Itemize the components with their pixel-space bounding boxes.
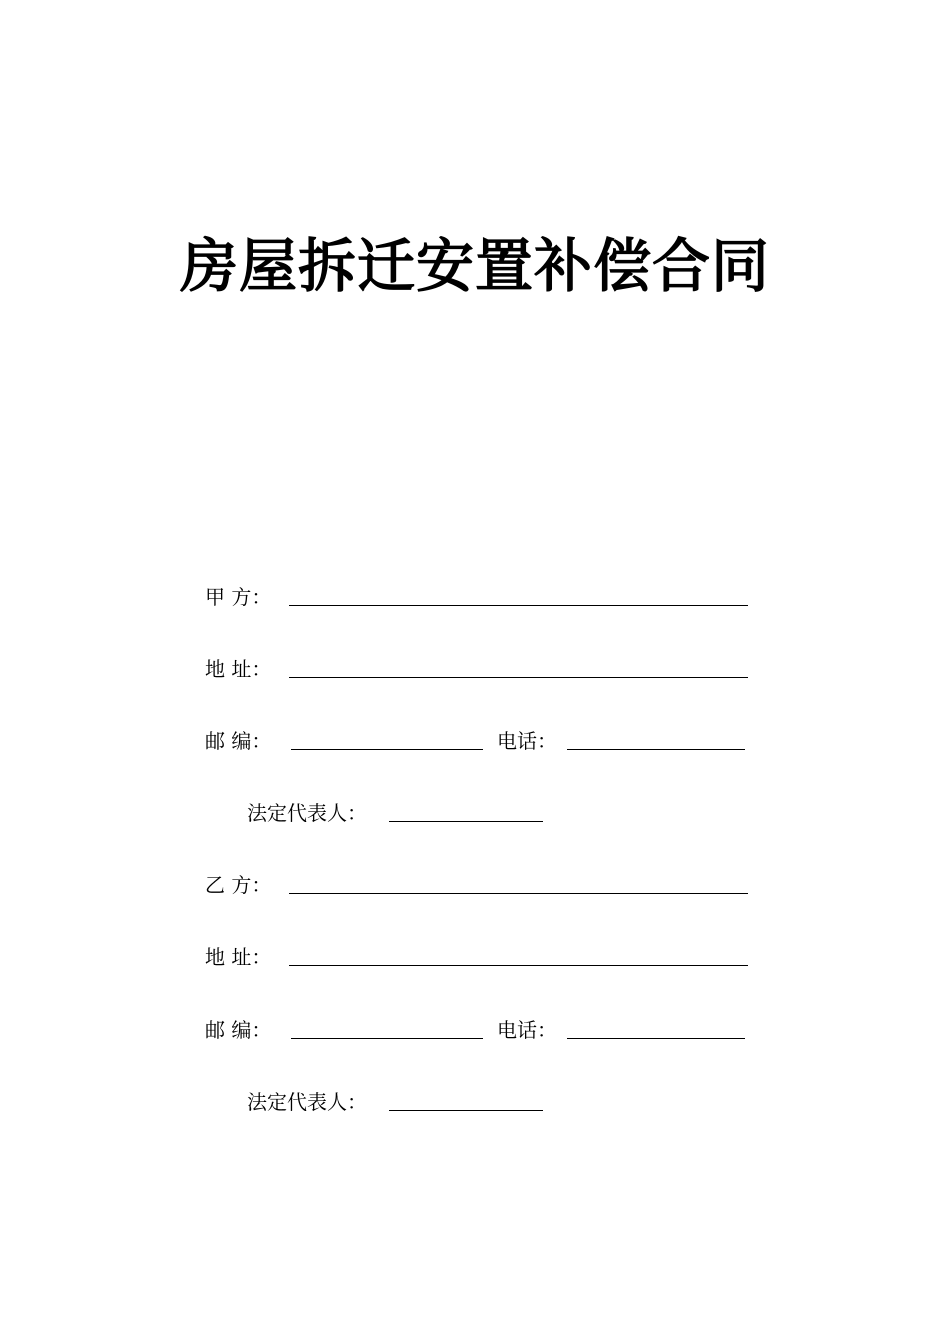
party-a-address-blank[interactable] — [289, 677, 748, 678]
party-a-name-label: 甲 方： — [205, 585, 272, 609]
party-b-name-blank[interactable] — [289, 893, 748, 894]
party-b-address-blank[interactable] — [289, 965, 748, 966]
party-a-phone-label: 电话： — [497, 729, 557, 753]
party-a-legal-rep-label: 法定代表人： — [247, 801, 367, 825]
party-a-phone-blank[interactable] — [567, 749, 745, 750]
document-title: 房屋拆迁安置补偿合同 — [179, 232, 770, 300]
party-b-name-label: 乙 方： — [205, 873, 272, 897]
party-a-address-label: 地 址： — [205, 657, 272, 681]
party-b-legal-rep-label: 法定代表人： — [247, 1090, 367, 1114]
party-a-name-blank[interactable] — [289, 605, 748, 606]
party-b-legal-rep-blank[interactable] — [389, 1110, 543, 1111]
party-b-postcode-label: 邮 编： — [205, 1018, 272, 1042]
party-b-postcode-blank[interactable] — [291, 1038, 483, 1039]
party-a-postcode-label: 邮 编： — [205, 729, 272, 753]
party-a-postcode-blank[interactable] — [291, 749, 483, 750]
party-a-legal-rep-blank[interactable] — [389, 821, 543, 822]
party-b-address-label: 地 址： — [205, 945, 272, 969]
party-b-phone-blank[interactable] — [567, 1038, 745, 1039]
party-b-phone-label: 电话： — [497, 1018, 557, 1042]
